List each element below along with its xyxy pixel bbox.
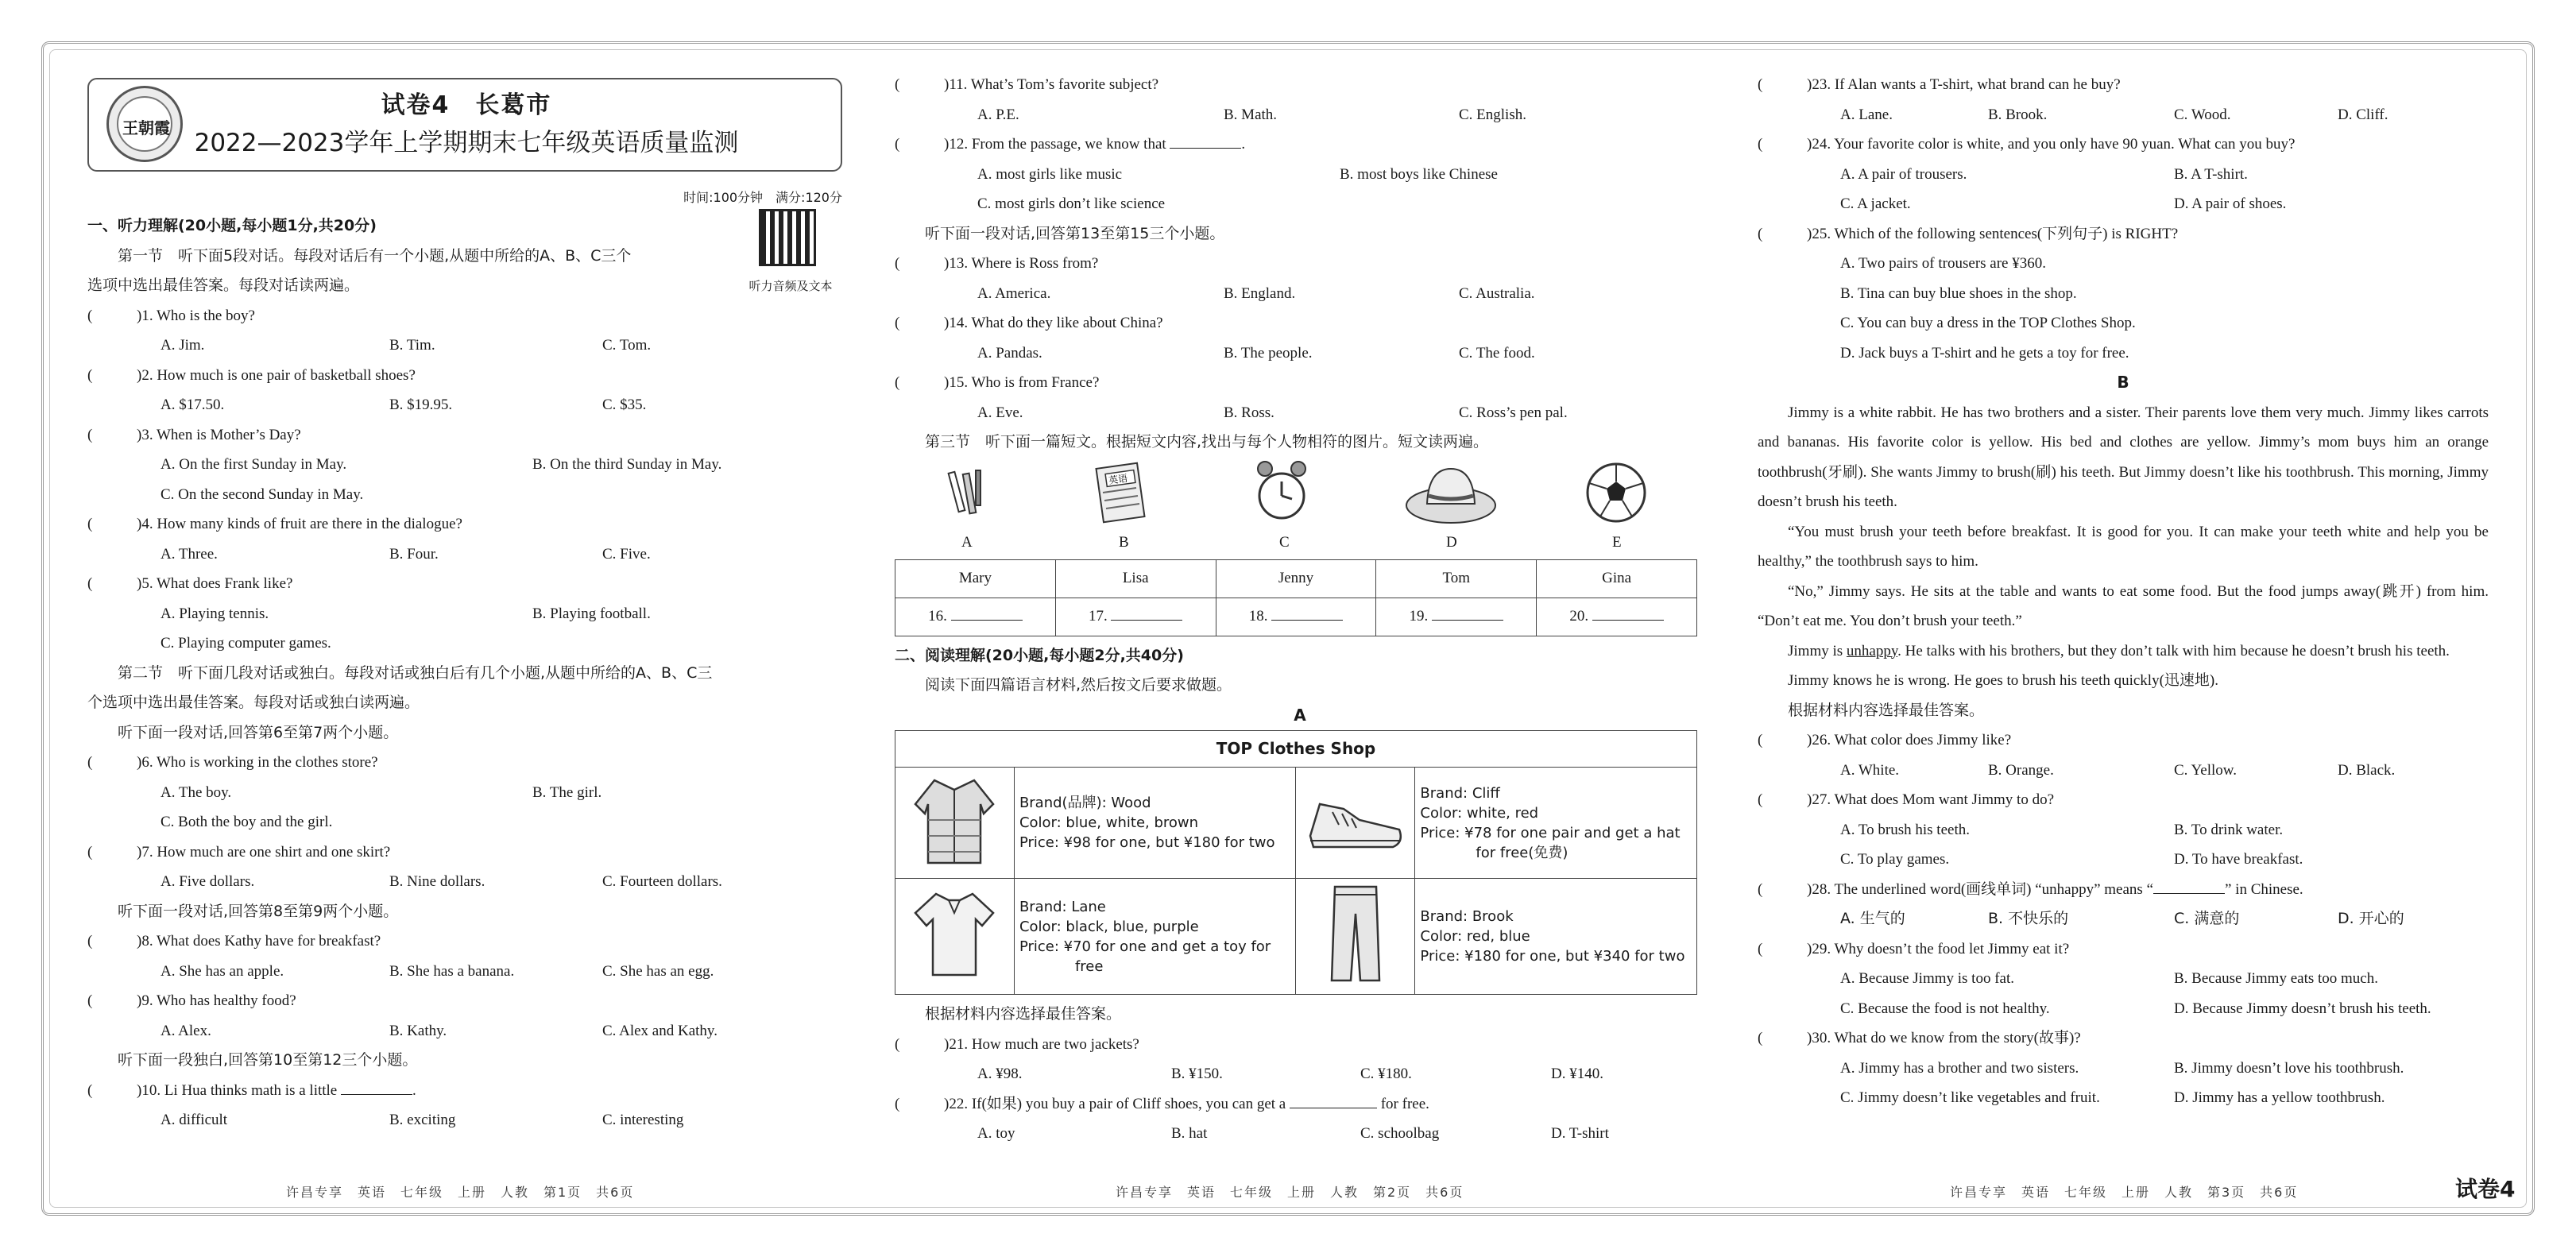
question-24: ( )24. Your favorite color is white, and you only have 90 yuan. What can you buy? xyxy=(1758,136,2296,153)
shoes-picture xyxy=(1296,768,1415,879)
options-22: A. toy B. hat C. schoolbag D. T-shirt xyxy=(977,1125,1609,1142)
options-25a: A. Two pairs of trousers are ¥360. xyxy=(1840,255,2046,272)
football-icon xyxy=(1584,461,1648,524)
question-14: ( )14. What do they like about China? xyxy=(895,315,1163,331)
passage-a-label: A xyxy=(1294,705,1306,725)
question-10: ( )10. Li Hua thinks math is a little . xyxy=(87,1076,842,1106)
options-15: A. Eve. B. Ross. C. Ross’s pen pal. xyxy=(977,404,1568,421)
question-21: ( )21. How much are two jackets? xyxy=(895,1035,1139,1053)
item-wood-info: Brand(品牌): Wood Color: blue, white, brown Price: ¥98 for one, but ¥180 for two xyxy=(1014,768,1296,879)
question-6: ( )6. Who is working in the clothes store? xyxy=(87,754,378,771)
options-24b: C. A jacket. D. A pair of shoes. xyxy=(1840,195,2287,212)
question-12: ( )12. From the passage, we know that . xyxy=(895,130,1705,160)
passage-b-para3: “No,” Jimmy says. He sits at the table and wants to eat some food. But the food jumps away(跳开) from him. “Don’t eat me. You don’t brush your teeth.” xyxy=(1758,582,2489,629)
options-12: A. most girls like music B. most boys like Chinese xyxy=(977,165,1498,183)
options-21: A. ¥98. B. ¥150. C. ¥180. D. ¥140. xyxy=(977,1066,1603,1082)
shop-title: TOP Clothes Shop xyxy=(895,731,1697,768)
hat-icon xyxy=(1403,459,1499,526)
question-23: ( )23. If Alan wants a T-shirt, what brand can he buy? xyxy=(1758,76,2121,93)
exam-badge: 试卷4 xyxy=(2455,1176,2516,1202)
options-25d: D. Jack buys a T-shirt and he gets a toy for free. xyxy=(1840,344,2129,362)
column-page-1 xyxy=(87,70,842,1174)
instruction-8-9: 听下面一段对话,回答第8至第9两个小题。 xyxy=(118,902,399,920)
exam-subtitle: 2022—2023学年上学期期末七年级英语质量监测 xyxy=(194,129,739,157)
options-10: A. difficult B. exciting C. interesting xyxy=(161,1112,684,1128)
question-5: ( )5. What does Frank like? xyxy=(87,575,293,592)
options-25c: C. You can buy a dress in the TOP Clothes Shop. xyxy=(1840,315,2136,331)
question-11: ( )11. What’s Tom’s favorite subject? xyxy=(895,76,1159,93)
options-24: A. A pair of trousers. B. A T-shirt. xyxy=(1840,165,2248,183)
title-box xyxy=(87,78,842,172)
answer-cell[interactable]: 18. xyxy=(1216,598,1376,636)
sec2-intro-2: 个选项中选出最佳答案。每段对话或独白读两遍。 xyxy=(87,694,420,711)
question-3: ( )3. When is Mother’s Day? xyxy=(87,426,301,443)
passage-b-para1: Jimmy is a white rabbit. He has two brothers and a sister. Their parents love them very much. Jimmy likes carrots and bananas. His favorite color is yellow. His bed and clothes are yellow. Jimmy’s mom buys him an orange toothbrush(牙刷). She wants Jimmy to brush(刷) his teeth. But Jimmy doesn’t like his toothbrush. This morning, Jimmy doesn’t brush his teeth. xyxy=(1758,404,2489,510)
svg-text:英语: 英语 xyxy=(1108,472,1129,486)
trousers-icon xyxy=(1324,882,1387,985)
question-30: ( )30. What do we know from the story(故事)? xyxy=(1758,1030,2081,1046)
options-2: A. $17.50. B. $19.95. C. $35. xyxy=(161,396,647,413)
options-30b: C. Jimmy doesn’t like vegetables and fruit. D. Jimmy has a yellow toothbrush. xyxy=(1840,1089,2385,1106)
sec1-intro: 第一节 听下面5段对话。每段对话后有一个小题,从题中所给的A、B、C三个 xyxy=(118,246,632,265)
footer-page-3: 许昌专享 英语 七年级 上册 人教 第3页 共6页 xyxy=(1950,1185,2299,1200)
options-11: A. P.E. B. Math. C. English. xyxy=(977,106,1526,123)
matching-table xyxy=(895,559,1697,636)
tshirt-picture xyxy=(895,879,1015,995)
options-25b: B. Tina can buy blue shoes in the shop. xyxy=(1840,284,2077,302)
options-6: A. The boy. B. The girl. xyxy=(161,783,602,801)
sec2-intro: 第二节 听下面几段对话或独白。每段对话或独白后有几个小题,从题中所给的A、B、C三 xyxy=(118,663,713,682)
options-5: A. Playing tennis. B. Playing football. xyxy=(161,605,651,622)
name-cell: Lisa xyxy=(1055,559,1216,598)
question-28: ( )28. The underlined word(画线单词) “unhappy” means “ ” in Chinese. xyxy=(1758,875,2489,905)
options-27: A. To brush his teeth. B. To drink water. xyxy=(1840,821,2284,838)
trousers-picture xyxy=(1296,879,1415,995)
english-book-icon xyxy=(1093,461,1149,524)
options-14: A. Pandas. B. The people. C. The food. xyxy=(977,344,1535,362)
sneaker-icon xyxy=(1304,780,1407,860)
question-26: ( )26. What color does Jimmy like? xyxy=(1758,732,2012,748)
question-27: ( )27. What does Mom want Jimmy to do? xyxy=(1758,791,2055,808)
name-cell: Tom xyxy=(1376,559,1537,598)
item-lane-info: Brand: Lane Color: black, blue, purple Price: ¥70 for one and get a toy for free xyxy=(1014,879,1296,995)
question-15: ( )15. Who is from France? xyxy=(895,374,1100,391)
qr-caption: 听力音频及文本 xyxy=(748,279,833,293)
tshirt-icon xyxy=(911,886,998,981)
question-1: ( )1. Who is the boy? xyxy=(87,307,255,324)
options-8: A. She has an apple. B. She has a banana. C. She has an egg. xyxy=(161,962,714,980)
exam-title: 试卷4 长葛市 xyxy=(381,91,552,119)
question-7: ( )7. How much are one shirt and one skirt? xyxy=(87,843,391,861)
column-page-2 xyxy=(895,70,1705,1174)
choose-instruction: 根据材料内容选择最佳答案。 xyxy=(925,1005,1122,1023)
time-score: 时间:100分钟 满分:120分 xyxy=(683,190,842,205)
passage-b-label: B xyxy=(2117,373,2129,392)
answer-blank[interactable] xyxy=(341,1079,412,1095)
pictures-row xyxy=(895,458,1705,553)
sec1-intro-2: 选项中选出最佳答案。每段对话读两遍。 xyxy=(87,277,360,294)
name-cell: Mary xyxy=(895,559,1056,598)
question-29: ( )29. Why doesn’t the food let Jimmy eat it? xyxy=(1758,940,2070,957)
underlined-word: unhappy xyxy=(1846,642,1898,659)
answer-cell[interactable]: 17. xyxy=(1055,598,1216,636)
section3-intro: 第三节 听下面一篇短文。根据短文内容,找出与每个人物相符的图片。短文读两遍。 xyxy=(925,433,1489,451)
options-3: A. On the first Sunday in May. B. On the third Sunday in May. xyxy=(161,456,722,473)
name-cell: Gina xyxy=(1537,559,1697,598)
options-26: A. White. B. Orange. C. Yellow. D. Black. xyxy=(1840,761,2396,779)
answer-cell[interactable]: 16. xyxy=(895,598,1056,636)
options-28: A. 生气的 B. 不快乐的 C. 满意的 D. 开心的 xyxy=(1840,910,2404,927)
picture-labels: A B C D E xyxy=(961,533,1622,551)
item-brook-info: Brand: Brook Color: red, blue Price: ¥180 for one, but ¥340 for two xyxy=(1415,879,1697,995)
shop-table xyxy=(895,730,1697,995)
options-23: A. Lane. B. Brook. C. Wood. D. Cliff. xyxy=(1840,106,2388,123)
pencil-icon xyxy=(947,466,987,521)
question-9: ( )9. Who has healthy food? xyxy=(87,992,296,1009)
part1-heading: 一、听力理解(20小题,每小题1分,共20分) xyxy=(87,217,377,234)
answer-blank[interactable] xyxy=(1170,133,1241,149)
options-7: A. Five dollars. B. Nine dollars. C. Fourteen dollars. xyxy=(161,873,722,890)
name-cell: Jenny xyxy=(1216,559,1376,598)
instruction-13-15: 听下面一段对话,回答第13至第15三个小题。 xyxy=(925,224,1225,242)
options-27b: C. To play games. D. To have breakfast. xyxy=(1840,851,2303,868)
answer-blank[interactable] xyxy=(2153,878,2225,894)
options-12b: C. most girls don’t like science xyxy=(977,195,1166,212)
question-13: ( )13. Where is Ross from? xyxy=(895,255,1099,272)
choose-instruction-b: 根据材料内容选择最佳答案。 xyxy=(1788,701,1985,719)
passage-b-para5: Jimmy knows he is wrong. He goes to brush his teeth quickly(迅速地). xyxy=(1788,672,2218,689)
alarm-clock-icon xyxy=(1254,458,1309,526)
options-3b: C. On the second Sunday in May. xyxy=(161,485,364,503)
question-25: ( )25. Which of the following sentences(下列句子) is RIGHT? xyxy=(1758,225,2179,242)
jacket-picture xyxy=(895,768,1015,879)
passage-b-para4: Jimmy is unhappy. He talks with his brothers, but they don’t talk with him because he doesn’t brush his teeth. xyxy=(1788,642,2450,659)
question-8: ( )8. What does Kathy have for breakfast? xyxy=(87,933,381,950)
footer-page-2: 许昌专享 英语 七年级 上册 人教 第2页 共6页 xyxy=(1116,1185,1464,1200)
options-4: A. Three. B. Four. C. Five. xyxy=(161,545,651,563)
instruction-6-7: 听下面一段对话,回答第6至第7两个小题。 xyxy=(118,723,399,741)
options-9: A. Alex. B. Kathy. C. Alex and Kathy. xyxy=(161,1022,717,1039)
footer-page-1: 许昌专享 英语 七年级 上册 人教 第1页 共6页 xyxy=(286,1185,635,1200)
jacket-icon xyxy=(911,772,998,868)
item-cliff-info: Brand: Cliff Color: white, red Price: ¥78 for one pair and get a hat for free(免费) xyxy=(1415,768,1697,879)
options-13: A. America. B. England. C. Australia. xyxy=(977,284,1535,302)
options-1: A. Jim. B. Tim. C. Tom. xyxy=(161,337,652,354)
column-page-3 xyxy=(1758,70,2489,1174)
question-4: ( )4. How many kinds of fruit are there in the dialogue? xyxy=(87,516,462,532)
answer-cell[interactable]: 20. xyxy=(1537,598,1697,636)
options-30: A. Jimmy has a brother and two sisters. B. Jimmy doesn’t love his toothbrush. xyxy=(1840,1059,2404,1077)
question-22: ( )22. If(如果) you buy a pair of Cliff shoes, you can get a for free. xyxy=(895,1089,1705,1120)
instruction-10-12: 听下面一段独白,回答第10至第12三个小题。 xyxy=(118,1051,418,1069)
options-5b: C. Playing computer games. xyxy=(161,635,331,652)
answer-blank[interactable] xyxy=(1290,1093,1377,1108)
part2-heading: 二、阅读理解(20小题,每小题2分,共40分) xyxy=(895,646,1184,664)
options-29b: C. Because the food is not healthy. D. Because Jimmy doesn’t brush his teeth. xyxy=(1840,1000,2431,1017)
publisher-logo: 王朝霞 xyxy=(106,86,183,162)
answer-cell[interactable]: 19. xyxy=(1376,598,1537,636)
question-2: ( )2. How much is one pair of basketball shoes? xyxy=(87,366,416,384)
passage-b-para2: “You must brush your teeth before breakfast. It is good for you. It can make your teeth white and help you be healthy,” the toothbrush says to him. xyxy=(1758,523,2489,570)
part2-instruction: 阅读下面四篇语言材料,然后按文后要求做题。 xyxy=(925,676,1232,694)
options-29: A. Because Jimmy is too fat. B. Because Jimmy eats too much. xyxy=(1840,970,2378,987)
options-6b: C. Both the boy and the girl. xyxy=(161,814,333,830)
